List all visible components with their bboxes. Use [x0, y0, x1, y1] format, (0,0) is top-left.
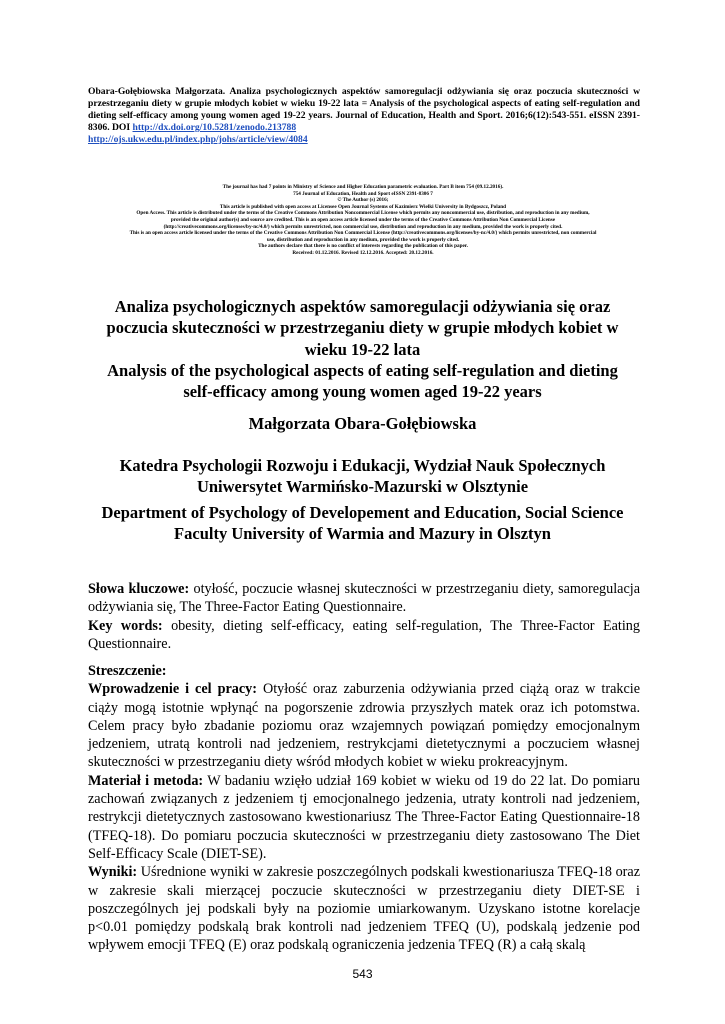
keywords-pl-text: otyłość, poczucie własnej skuteczności w przestrzeganiu diety, samoregulacja odżywiania się, The Three-Factor Eating Questionnaire. — [88, 581, 640, 616]
keywords-en — [88, 617, 640, 654]
notice-line: This is an open access article licensed under the terms of the Creative Commons Attribution Non Commercial License (http://creativecommons.org/licenses/by-nc/4.0/) which permits unrestricted, non commercial — [129, 230, 597, 237]
notice-line: The authors declare that there is no conflict of interests regarding the publication of this paper. — [258, 243, 468, 250]
affiliation-pl — [95, 455, 630, 497]
affiliation-en-line: Department of Psychology of Developement and Education, Social Science — [101, 503, 624, 522]
abstract-results — [88, 863, 640, 954]
abstract-intro — [88, 680, 640, 771]
notice-line: provided the original author(s) and source are credited. This is an open access article licensed under the terms of the Creative Commons Attribution Non Commercial License — [170, 216, 556, 223]
keywords-en-text: obesity, dieting self-efficacy, eating self-regulation, The Three-Factor Eating Questionnaire. — [88, 617, 640, 652]
citation-block — [88, 86, 640, 146]
doi-link[interactable]: http://dx.doi.org/10.5281/zenodo.213788 — [132, 122, 297, 133]
page-number: 543 — [352, 967, 373, 981]
notice-line: 754 Journal of Education, Health and Sport eISSN 2391-8306 7 — [293, 190, 433, 197]
intro-text: Otyłość oraz zaburzenia odżywiania przed ciążą oraz w trakcie ciąży mogą istotnie wpłynąć na pogorszenie zdrowia przyszłych matek oraz ich potomstwa. Celem pracy było zbadanie poziomu oraz wzajemnych powiązań pomiędzy emocjonalnym jedzeniem, utratą kontroli nad jedzeniem, restrykcjami dietetycznymi a poczuciem własnej skuteczności w przestrzeganiu diety wśród młodych kobiet w wieku prokreacyjnym. — [88, 681, 640, 771]
notice-line: © The Author (s) 2016; — [337, 197, 389, 204]
author-name: Małgorzata Obara-Gołębiowska — [248, 414, 477, 433]
abstract-method — [88, 772, 640, 863]
notice-line: This article is published with open access at Licensee Open Journal Systems of Kazimierz Wielki University in Bydgoszcz, Poland — [219, 203, 507, 210]
intro-label: Wprowadzenie i cel pracy: — [88, 681, 257, 698]
citation-text: Obara-Gołębiowska Małgorzata. Analiza psychologicznych aspektów samoregulacji odżywiania się oraz poczucia skuteczności w przestrzeganiu diety w grupie młodych kobiet w wieku 19-22 lata = Analysis of the psychological aspects of eating self-regulation and dieting self-efficacy among young women aged 19-22 years. Journal of Education, Health and Sport. 2016;6(12):543-551. eISSN 2391-8306. DOI — [88, 86, 640, 133]
results-label: Wyniki: — [88, 864, 138, 881]
title-en-line: Analysis of the psychological aspects of eating self-regulation and dieting — [107, 360, 618, 380]
affiliation-pl-line: Uniwersytet Warmińsko-Mazurski w Olsztynie — [196, 477, 529, 496]
keywords-pl-label: Słowa kluczowe: — [88, 581, 190, 597]
affiliation-pl-line: Katedra Psychologii Rozwoju i Edukacji, Wydział Nauk Społecznych — [119, 456, 606, 475]
results-text: Uśrednione wyniki w zakresie poszczególnych podskali kwestionariusza TFEQ-18 oraz w zakresie skali mierzącej poczucie skuteczności w przestrzeganiu diety DIET-SE i poszczególnych jej podskali były na poziomie umiarkowanym. Uzyskano istotne korelacje p<0.01 pomiędzy podskalą brak kontroli nad jedzeniem TFEQ (U), podskalą jedzenie pod wpływem emocji TFEQ (E) oraz podskalą ograniczenia jedzenia TFEQ (R) a całą skalą — [88, 864, 640, 954]
title-pl-line: wieku 19-22 lata — [304, 339, 421, 359]
title-pl-line: Analiza psychologicznych aspektów samoregulacji odżywiania się oraz — [114, 297, 611, 316]
abstract-heading: Streszczenie: — [88, 663, 167, 679]
abstract-section — [88, 662, 640, 955]
method-label: Materiał i metoda: — [88, 772, 204, 789]
license-notice — [78, 184, 648, 257]
method-text: W badaniu wzięło udział 169 kobiet w wieku od 19 do 22 lat. Do pomiaru zachowań związanych z jedzeniem tj emocjonalnego jedzenia, utraty kontroli nad jedzeniem, restrykcji dietetycznych zastosowano kwestionariusz The Three-Factor Eating Questionnaire-18 (TFEQ-18). Do pomiaru poczucia skuteczności w przestrzeganiu diety zastosowano The Diet Self-Efficacy Scale (DIET-SE). — [88, 772, 640, 862]
keywords-en-label: Key words: — [88, 617, 163, 634]
affiliation-en — [95, 502, 630, 544]
notice-line: Received: 01.12.2016. Revised 12.12.2016. Accepted: 20.12.2016. — [292, 249, 434, 256]
notice-line: The journal has had 7 points in Ministry of Science and Higher Education parametric evaluation. Part B item 754 (09.12.2016). — [222, 184, 504, 190]
keywords-section — [88, 580, 640, 653]
article-title — [95, 296, 630, 402]
affiliation-en-line: Faculty University of Warmia and Mazury in Olsztyn — [174, 524, 551, 543]
title-en-line: self-efficacy among young women aged 19-22 years — [183, 382, 542, 402]
keywords-pl — [88, 580, 640, 617]
notice-line: use, distribution and reproduction in any medium, provided the work is properly cited. — [266, 236, 460, 243]
notice-line: (http://creativecommons.org/licenses/by-nc/4.0/) which permits unrestricted, non commercial use, distribution and reproduction in any medium, provided the work is properly cited. — [163, 223, 563, 230]
journal-link[interactable]: http://ojs.ukw.edu.pl/index.php/johs/article/view/4084 — [88, 134, 308, 145]
title-pl-line: poczucia skuteczności w przestrzeganiu diety w grupie młodych kobiet w — [106, 318, 619, 338]
notice-line: Open Access. This article is distributed under the terms of the Creative Commons Attribution Noncommercial License which permits any noncommercial use, distribution, and reproduction in any medium, — [136, 210, 590, 217]
